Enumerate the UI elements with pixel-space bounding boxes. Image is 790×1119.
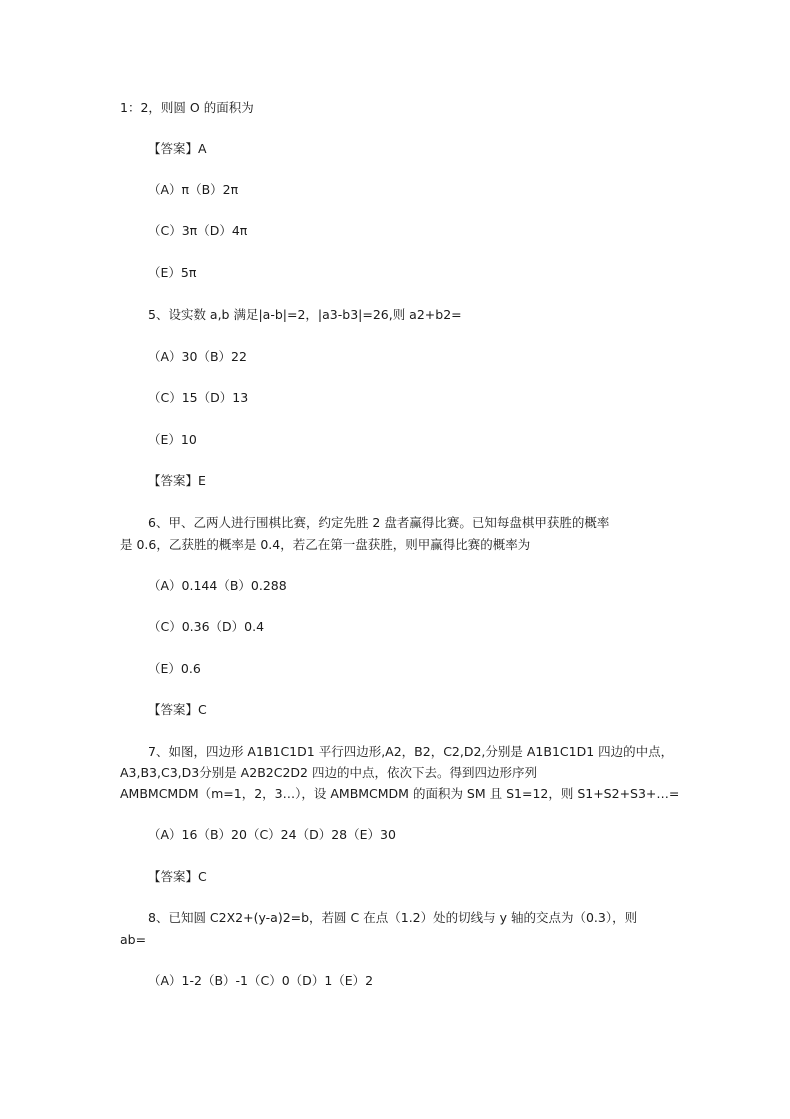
question-4-tail: 1：2，则圆 O 的面积为 bbox=[120, 100, 254, 115]
question-6-cont: 是 0.6，乙获胜的概率是 0.4，若乙在第一盘获胜，则甲赢得比赛的概率为 bbox=[120, 537, 531, 552]
answer-6: 【答案】C bbox=[148, 702, 207, 717]
question-6: 6、甲、乙两人进行围棋比赛，约定先胜 2 盘者赢得比赛。已知每盘棋甲获胜的概率 bbox=[148, 515, 610, 530]
option-line: （A）π（B）2π bbox=[148, 182, 239, 197]
question-8: 8、已知圆 C2X2+(y-a)2=b，若圆 C 在点（1.2）处的切线与 y 轴的交点为（0.3），则 bbox=[148, 910, 638, 925]
option-line: （A）1-2（B）-1（C）0（D）1（E）2 bbox=[148, 973, 374, 988]
question-8-cont: ab= bbox=[120, 932, 147, 947]
question-7-cont: AMBMCMDM（m=1，2，3…），设 AMBMCMDM 的面积为 SM 且 S1=12，则 S1+S2+S3+…= bbox=[120, 786, 680, 801]
option-line: （C）15（D）13 bbox=[148, 390, 249, 405]
question-7: 7、如图，四边形 A1B1C1D1 平行四边形,A2，B2，C2,D2,分别是 A1B1C1D1 四边的中点， bbox=[148, 744, 674, 759]
option-line: （E）10 bbox=[148, 432, 197, 447]
option-line: （A）16（B）20（C）24（D）28（E）30 bbox=[148, 827, 396, 842]
option-line: （E）0.6 bbox=[148, 661, 201, 676]
answer-5: 【答案】E bbox=[148, 473, 206, 488]
option-line: （A）30（B）22 bbox=[148, 349, 247, 364]
answer-7: 【答案】C bbox=[148, 869, 207, 884]
option-line: （C）0.36（D）0.4 bbox=[148, 619, 265, 634]
question-5: 5、设实数 a,b 满足|a-b|=2，|a3-b3|=26,则 a2+b2= bbox=[148, 307, 462, 322]
answer-4: 【答案】A bbox=[148, 141, 207, 156]
option-line: （A）0.144（B）0.288 bbox=[148, 578, 287, 593]
question-7-cont: A3,B3,C3,D3分别是 A2B2C2D2 四边的中点，依次下去。得到四边形序列 bbox=[120, 765, 537, 780]
option-line: （E）5π bbox=[148, 265, 197, 280]
option-line: （C）3π（D）4π bbox=[148, 223, 248, 238]
